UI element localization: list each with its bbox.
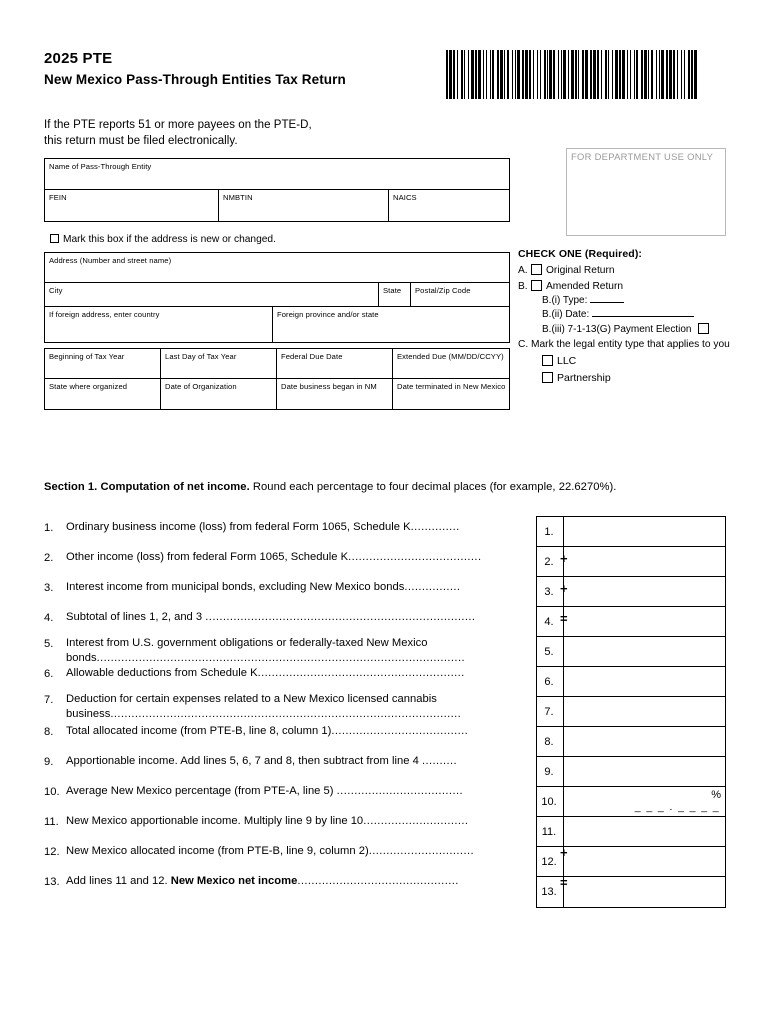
original-return-checkbox[interactable] (531, 264, 542, 275)
amended-type-input[interactable] (590, 295, 624, 303)
line-amount-input[interactable] (564, 727, 725, 756)
federal-due-date-field[interactable] (277, 349, 393, 378)
line-item-text (66, 724, 514, 739)
zip-field[interactable] (411, 283, 509, 306)
line-item-row (44, 754, 514, 770)
zip-label: Postal/Zip Code (415, 286, 471, 295)
line-item-row (44, 692, 514, 722)
begin-tax-year-field[interactable] (45, 349, 161, 378)
line-item-number: 11. (44, 816, 59, 828)
line-item-number: 12. (44, 846, 60, 858)
line-item-number: 6. (44, 668, 54, 680)
line-item-operator: = (560, 875, 568, 890)
amended-date-row[interactable] (542, 309, 768, 320)
nmbtin-field[interactable] (219, 190, 389, 221)
date-terminated-nm-label: Date terminated in New Mexico (397, 382, 506, 391)
line-amount-row (537, 757, 725, 787)
date-terminated-nm-field[interactable] (393, 379, 509, 409)
amended-date-input[interactable] (592, 309, 694, 317)
line-amount-row (537, 727, 725, 757)
foreign-province-label: Foreign province and/or state (277, 310, 379, 319)
line-amount-number: 3. (537, 577, 564, 606)
naics-label: NAICS (393, 193, 417, 202)
state-organized-field[interactable] (45, 379, 161, 409)
leader-dots: ........................................................... (257, 667, 465, 679)
line-amount-input[interactable] (564, 847, 725, 876)
fein-label: FEIN (49, 193, 67, 202)
line-amount-boxes (536, 516, 726, 908)
address-changed-label: Mark this box if the address is new or changed. (63, 234, 276, 245)
line-item-number: 7. (44, 694, 54, 706)
leader-dots: ...................................... (348, 551, 482, 563)
filing-notice-line-2: this return must be filed electronically. (44, 135, 238, 147)
nmbtin-label: NMBTIN (223, 193, 253, 202)
line-item-text (66, 550, 514, 565)
entity-name-field[interactable] (45, 159, 509, 189)
address-changed-checkbox[interactable] (50, 234, 59, 243)
line-amount-row (537, 847, 725, 877)
line-amount-input[interactable] (564, 547, 725, 576)
line-item-row (44, 814, 514, 830)
line-item-row (44, 844, 514, 860)
foreign-address-row (45, 307, 509, 342)
line-item-operator: + (560, 551, 568, 566)
leader-dots: ............................................................................. (205, 611, 476, 623)
line-amount-input[interactable] (564, 607, 725, 636)
line-item-description-cont: bonds (66, 652, 97, 664)
line-amount-number: 5. (537, 637, 564, 666)
date-began-nm-field[interactable] (277, 379, 393, 409)
line-amount-number: 9. (537, 757, 564, 786)
city-field[interactable] (45, 283, 379, 306)
line-amount-input[interactable] (564, 667, 725, 696)
line-item-description: New Mexico allocated income (from PTE-B, line 9, column 2) (66, 845, 369, 857)
line-item-text (66, 874, 514, 889)
amended-return-label: Amended Return (546, 281, 624, 292)
leader-dots: .......... (421, 755, 458, 767)
address-field[interactable] (45, 253, 509, 282)
form-barcode (446, 50, 697, 99)
line-item-description-cont: business (66, 708, 111, 720)
section-1-title: Section 1. Computation of net income. (44, 481, 250, 493)
line-item-row (44, 550, 514, 566)
check-one-heading: CHECK ONE (Required): (518, 248, 643, 260)
line-amount-row (537, 817, 725, 847)
amended-type-label: B.(i) Type: (542, 295, 588, 306)
leader-dots: .................................... (336, 785, 463, 797)
amended-return-checkbox[interactable] (531, 280, 542, 291)
extended-due-label: Extended Due (MM/DD/CCYY) (397, 352, 504, 361)
line-amount-number: 12. (537, 847, 564, 876)
line-amount-row (537, 517, 725, 547)
line-item-text (66, 610, 514, 625)
naics-field[interactable] (389, 190, 509, 221)
check-one-section (518, 248, 768, 384)
line-item-number: 5. (44, 638, 54, 650)
organization-row (45, 379, 509, 409)
line-amount-number: 7. (537, 697, 564, 726)
line-item-description: Interest from U.S. government obligations or federally-taxed New Mexico (66, 637, 428, 649)
line-item-text (66, 636, 514, 666)
line-amount-number: 8. (537, 727, 564, 756)
extended-due-field[interactable] (393, 349, 509, 378)
foreign-province-field[interactable] (273, 307, 509, 342)
line-item-text (66, 580, 514, 595)
last-day-tax-year-field[interactable] (161, 349, 277, 378)
state-label: State (383, 286, 402, 295)
partnership-checkbox[interactable] (542, 372, 553, 383)
line-amount-number: 2. (537, 547, 564, 576)
amended-return-row[interactable] (518, 280, 768, 292)
leader-dots: ......................................................................................................... (96, 652, 465, 664)
line-amount-row (537, 787, 725, 817)
line-item-number: 8. (44, 726, 54, 738)
line-item-description: Deduction for certain expenses related to a New Mexico licensed cannabis (66, 693, 437, 705)
dates-table (44, 348, 510, 410)
date-organization-field[interactable] (161, 379, 277, 409)
line-item-row (44, 580, 514, 596)
llc-label: LLC (557, 355, 577, 367)
payment-election-label: B.(iii) 7-1-13(G) Payment Election (542, 324, 692, 335)
line-item-operator: + (560, 845, 568, 860)
line-item-text (66, 844, 514, 859)
foreign-country-label: If foreign address, enter country (49, 310, 160, 319)
line-amount-input[interactable] (564, 697, 725, 726)
entity-name-label: Name of Pass-Through Entity (49, 162, 152, 171)
original-return-row[interactable] (518, 264, 768, 276)
begin-tax-year-label: Beginning of Tax Year (49, 352, 125, 361)
line-amount-input[interactable] (564, 637, 725, 666)
line-item-description: Subtotal of lines 1, 2, and 3 (66, 611, 206, 623)
original-return-lead: A. (518, 265, 528, 276)
line-item-number: 2. (44, 552, 54, 564)
state-organized-label: State where organized (49, 382, 128, 391)
leader-dots: .................................................................................................... (110, 708, 462, 720)
legal-entity-type-row (518, 339, 768, 350)
line-items-list (44, 520, 568, 910)
line-item-text (66, 814, 514, 829)
line-item-row (44, 874, 514, 890)
payment-election-row[interactable] (542, 323, 768, 335)
line-item-text (66, 666, 514, 681)
line-item-row (44, 636, 514, 666)
line-item-row (44, 724, 514, 740)
line-item-number: 10. (44, 786, 60, 798)
line-amount-row (537, 697, 725, 727)
line-amount-number: 13. (537, 877, 564, 907)
state-field[interactable] (379, 283, 411, 306)
line-amount-input[interactable] (564, 757, 725, 786)
entity-name-row (45, 159, 509, 190)
line-item-description: Total allocated income (from PTE-B, line 8, column 1) (66, 725, 332, 737)
line-item-text (66, 692, 514, 722)
llc-checkbox[interactable] (542, 355, 553, 366)
leader-dots: ................ (404, 581, 461, 593)
address-row (45, 253, 509, 283)
last-day-tax-year-label: Last Day of Tax Year (165, 352, 237, 361)
line-item-number: 1. (44, 522, 54, 534)
entity-ids-row (45, 190, 509, 221)
percent-sign: % (711, 789, 721, 801)
amended-type-row[interactable] (542, 295, 768, 306)
leader-dots: .............................. (363, 815, 469, 827)
section-1-instruction: Round each percentage to four decimal places (for example, 22.6270%). (249, 481, 617, 493)
line-item-text (66, 520, 514, 535)
line-item-description: Add lines 11 and 12. (66, 875, 171, 887)
partnership-label: Partnership (557, 372, 611, 384)
line-item-description: Interest income from municipal bonds, excluding New Mexico bonds (66, 581, 405, 593)
line-item-text (66, 754, 514, 769)
line-amount-row (537, 667, 725, 697)
payment-election-checkbox[interactable] (698, 323, 709, 334)
line-item-row (44, 784, 514, 800)
line-amount-row (537, 577, 725, 607)
line-amount-input[interactable] (564, 817, 725, 846)
line-amount-input[interactable] (564, 877, 725, 907)
original-return-label: Original Return (546, 265, 615, 276)
filing-notice-line-1: If the PTE reports 51 or more payees on the PTE-D, (44, 119, 312, 131)
leader-dots: ....................................... (331, 725, 469, 737)
foreign-country-field[interactable] (45, 307, 273, 342)
filing-notice (44, 117, 312, 149)
department-use-label: FOR DEPARTMENT USE ONLY (571, 151, 714, 162)
line-amount-input[interactable] (564, 787, 725, 816)
leader-dots: .............................. (368, 845, 474, 857)
line-amount-number: 11. (537, 817, 564, 846)
page-title: 2025 PTE (44, 50, 113, 67)
percent-placeholder: _ _ _ . _ _ _ _ (634, 801, 720, 813)
entity-info-table (44, 158, 510, 222)
line-amount-number: 1. (537, 517, 564, 546)
line-amount-number: 10. (537, 787, 564, 816)
leader-dots: .............................................. (297, 875, 459, 887)
line-item-emphasis: New Mexico net income (170, 875, 298, 887)
line-amount-input[interactable] (564, 577, 725, 606)
section-1-heading (44, 481, 616, 493)
line-amount-number: 6. (537, 667, 564, 696)
line-item-description: Ordinary business income (loss) from federal Form 1065, Schedule K (66, 521, 411, 533)
legal-entity-type-label: C. Mark the legal entity type that applies to you (518, 339, 730, 350)
line-amount-row (537, 877, 725, 907)
line-item-description: Apportionable income. Add lines 5, 6, 7 and 8, then subtract from line 4 (66, 755, 422, 767)
line-item-description: New Mexico apportionable income. Multiply line 9 by line 10 (66, 815, 364, 827)
page-subtitle: New Mexico Pass-Through Entities Tax Return (44, 72, 346, 87)
amended-return-lead: B. (518, 281, 528, 292)
address-table (44, 252, 510, 343)
tax-year-row (45, 349, 509, 379)
line-item-row (44, 520, 514, 536)
line-item-description: Other income (loss) from federal Form 1065, Schedule K (66, 551, 349, 563)
line-item-operator: = (560, 611, 568, 626)
line-item-description: Average New Mexico percentage (from PTE-A, line 5) (66, 785, 337, 797)
line-item-number: 3. (44, 582, 54, 594)
line-amount-row (537, 547, 725, 577)
line-item-operator: + (560, 581, 568, 596)
line-item-number: 13. (44, 876, 60, 888)
line-item-row (44, 666, 514, 682)
form-title-block (44, 50, 346, 88)
city-label: City (49, 286, 63, 295)
address-label: Address (Number and street name) (49, 256, 172, 265)
leader-dots: .............. (410, 521, 460, 533)
line-amount-row (537, 637, 725, 667)
llc-row[interactable] (542, 355, 768, 367)
line-item-row (44, 610, 514, 626)
date-began-nm-label: Date business began in NM (281, 382, 377, 391)
line-item-number: 4. (44, 612, 54, 624)
line-item-number: 9. (44, 756, 54, 768)
fein-field[interactable] (45, 190, 219, 221)
city-state-zip-row (45, 283, 509, 307)
amended-date-label: B.(ii) Date: (542, 309, 590, 320)
address-changed-row[interactable] (50, 234, 276, 246)
line-amount-number: 4. (537, 607, 564, 636)
line-amount-input[interactable] (564, 517, 725, 546)
department-use-box (566, 148, 726, 236)
date-organization-label: Date of Organization (165, 382, 237, 391)
federal-due-date-label: Federal Due Date (281, 352, 343, 361)
line-amount-row (537, 607, 725, 637)
line-item-description: Allowable deductions from Schedule K (66, 667, 258, 679)
partnership-row[interactable] (542, 372, 768, 384)
line-item-text (66, 784, 514, 799)
